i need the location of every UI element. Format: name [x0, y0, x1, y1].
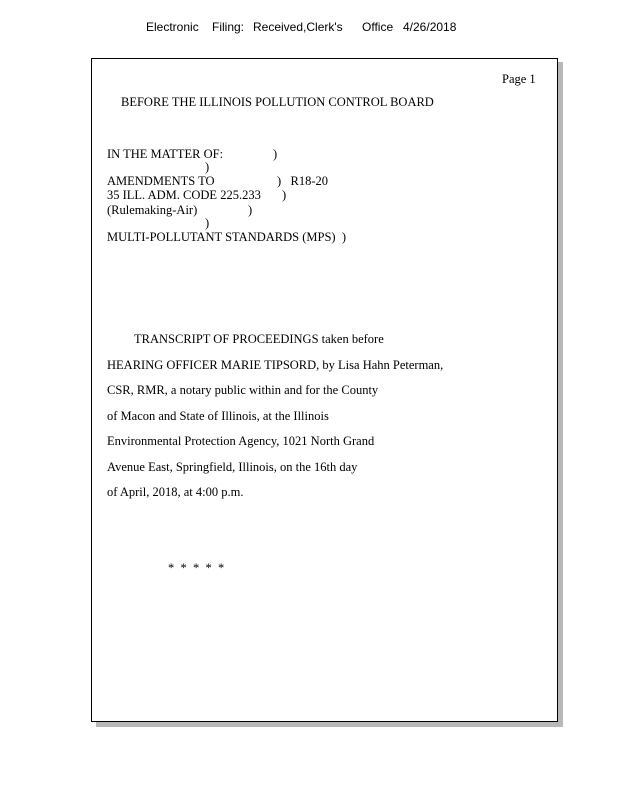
caption-matter: IN THE MATTER OF:	[107, 147, 224, 161]
section-asterisks: * * * * *	[168, 561, 225, 575]
caption-paren-2: )	[205, 160, 210, 174]
transcript-line-7: of April, 2018, at 4:00 p.m.	[107, 485, 244, 499]
transcript-line-5: Environmental Protection Agency, 1021 North Grand	[107, 434, 375, 448]
transcript-line-3: CSR, RMR, a notary public within and for the County	[107, 383, 379, 397]
transcript-line-2: HEARING OFFICER MARIE TIPSORD, by Lisa Hahn Peterman,	[107, 358, 444, 372]
stamp-word-received: Received,Clerk's	[253, 20, 343, 34]
caption-paren-1: )	[273, 147, 278, 161]
stamp-word-office: Office	[362, 20, 394, 34]
caption-rulemaking: (Rulemaking-Air)	[107, 203, 198, 217]
caption-paren-3: )	[282, 188, 287, 202]
board-title: BEFORE THE ILLINOIS POLLUTION CONTROL BOARD	[121, 95, 434, 109]
transcript-line-4: of Macon and State of Illinois, at the Illinois	[107, 409, 329, 423]
caption-paren-5: )	[205, 216, 210, 230]
caption-code: 35 ILL. ADM. CODE 225.233	[107, 188, 261, 202]
transcript-line-1: TRANSCRIPT OF PROCEEDINGS taken before	[134, 332, 384, 346]
stamp-date: 4/26/2018	[403, 20, 457, 34]
stamp-word-filing: Filing:	[212, 20, 245, 34]
page-number: Page 1	[502, 72, 536, 86]
stamp-word-electronic: Electronic	[146, 20, 199, 34]
caption-paren-4: )	[248, 203, 253, 217]
caption-standards: MULTI-POLLUTANT STANDARDS (MPS) )	[107, 230, 346, 244]
transcript-page	[91, 58, 558, 722]
caption-amendments: AMENDMENTS TO	[107, 174, 215, 188]
caption-docket-number: ) R18-20	[277, 174, 329, 188]
transcript-line-6: Avenue East, Springfield, Illinois, on the 16th day	[107, 460, 358, 474]
